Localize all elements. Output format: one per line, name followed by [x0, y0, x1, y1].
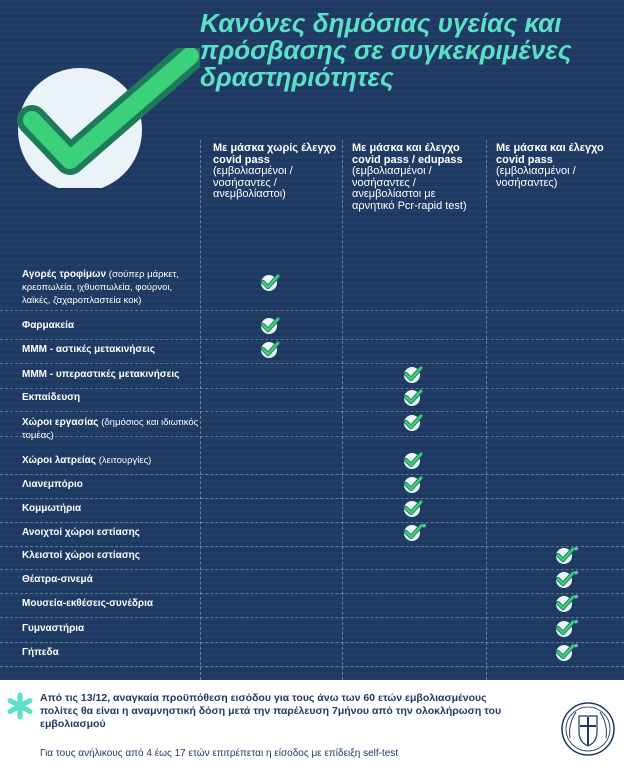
column-header-1-note: (εμβολιασμένοι / νοσήσαντες / ανεμβολίαστοι) — [213, 165, 293, 200]
row-label — [22, 622, 202, 635]
checkmark-icon — [403, 387, 423, 407]
checkmark-icon — [260, 315, 280, 335]
page-title — [200, 10, 620, 91]
row-label-text: Εκπαίδευση — [22, 392, 81, 403]
checkmark-icon — [403, 412, 423, 432]
row-label-note: (σούπερ μάρκετ, κρεοπωλεία, ιχθυοπωλεία, φούρνοι, λαϊκές, ζαχαροπλαστεία κοκ) — [22, 269, 179, 306]
footer-note-minors: Για τους ανήλικους από 4 έως 17 ετών επιτρέπεται η είσοδος με επίδειξη self-test — [40, 748, 399, 759]
checkmark-icon — [403, 498, 423, 518]
row-divider — [0, 474, 624, 475]
checkmark-icon — [403, 450, 423, 470]
row-label-text: Φαρμακεία — [22, 320, 75, 331]
footer-panel — [0, 680, 624, 769]
row-divider — [0, 498, 624, 499]
row-divider — [0, 522, 624, 523]
checkmark-icon — [555, 593, 575, 613]
checkmark-icon — [555, 618, 575, 638]
greek-state-seal — [560, 698, 616, 760]
column-header-1 — [213, 143, 337, 201]
row-label-text: Γήπεδα — [22, 647, 59, 658]
checkmark-icon — [260, 272, 280, 292]
checkmark-icon — [555, 545, 575, 565]
column-divider — [342, 140, 343, 680]
row-label — [22, 416, 202, 442]
row-label-text: ΜΜΜ - υπεραστικές μετακινήσεις — [22, 369, 180, 380]
row-divider — [0, 388, 624, 389]
column-header-2-bold: Με μάσκα και έλεγχο covid pass / edupass — [352, 142, 463, 166]
footer-note-booster: Από τις 13/12, αναγκαία προϋπόθεση εισόδου για τους άνω των 60 ετών εμβολιασμένους πολίτες θα είναι η αναμνηστική δόση μετά την παρέλευση 7μήνου από την ολοκλήρωση του εμβολιασμού — [40, 692, 502, 730]
column-header-2 — [352, 143, 480, 212]
row-label-text: Χώροι λατρείας — [22, 455, 96, 466]
row-divider — [0, 593, 624, 594]
checkmark-icon — [403, 522, 423, 542]
row-divider — [0, 546, 624, 547]
row-label — [22, 573, 202, 586]
row-label-text: Λιανεμπόριο — [22, 479, 83, 490]
row-label-text: Αγορές τροφίμων — [22, 269, 107, 280]
large-checkmark-icon — [4, 48, 200, 188]
row-label — [22, 368, 202, 381]
column-header-3-bold: Με μάσκα και έλεγχο covid pass — [496, 142, 604, 166]
row-label — [22, 454, 202, 467]
checkmark-icon — [260, 339, 280, 359]
column-header-1-bold: Με μάσκα χωρίς έλεγχο covid pass — [213, 142, 337, 166]
row-divider — [0, 411, 624, 412]
checkmark-icon — [555, 569, 575, 589]
row-label — [22, 597, 202, 610]
row-divider — [0, 666, 624, 667]
column-divider — [486, 140, 487, 680]
row-label — [22, 549, 202, 562]
column-header-2-note: (εμβολιασμένοι / νοσήσαντες / ανεμβολίαστοι με αρνητικό Pcr-rapid test) — [352, 165, 467, 212]
row-divider — [0, 642, 624, 643]
row-label — [22, 526, 202, 539]
row-label — [22, 502, 202, 515]
checkmark-icon — [555, 642, 575, 662]
row-label — [22, 478, 202, 491]
row-label — [22, 268, 202, 307]
title-line-1: Κανόνες δημόσιας υγείας και — [200, 8, 562, 38]
row-label-text: ΜΜΜ - αστικές μετακινήσεις — [22, 344, 155, 355]
row-divider — [0, 339, 624, 340]
row-label-note: (λειτουργίες) — [98, 455, 152, 466]
row-label-text: Ανοιχτοί χώροι εστίασης — [22, 527, 140, 538]
title-line-2: πρόσβασης σε συγκεκριμένες — [200, 35, 572, 65]
row-label — [22, 646, 202, 659]
checkmark-icon — [403, 364, 423, 384]
row-label-text: Χώροι εργασίας — [22, 417, 99, 428]
column-header-3 — [496, 143, 620, 189]
asterisk-marker: * — [574, 569, 579, 581]
row-divider — [0, 363, 624, 364]
column-header-3-note: (εμβολιασμένοι /νοσήσαντες) — [496, 165, 576, 189]
row-divider — [0, 569, 624, 570]
row-label — [22, 391, 202, 404]
asterisk-marker: * — [574, 545, 579, 557]
asterisk-marker: * — [574, 642, 579, 654]
row-divider — [0, 436, 624, 437]
row-label — [22, 343, 202, 356]
row-label — [22, 319, 202, 332]
asterisk-marker: * — [574, 618, 579, 630]
asterisk-icon — [6, 692, 34, 720]
row-label-note: (δημόσιος και ιδιωτικός τομέας) — [22, 417, 199, 441]
row-label-text: Μουσεία-εκθέσεις-συνέδρια — [22, 598, 154, 609]
checkmark-icon — [403, 474, 423, 494]
row-divider — [0, 617, 624, 618]
row-label-text: Κομμωτήρια — [22, 503, 82, 514]
row-label-text: Θέατρα-σινεμά — [22, 574, 93, 585]
asterisk-marker: * — [574, 593, 579, 605]
row-divider — [0, 310, 624, 311]
row-label-text: Κλειστοί χώροι εστίασης — [22, 550, 140, 561]
row-label-text: Γυμναστήρια — [22, 623, 85, 634]
asterisk-marker: * — [422, 522, 427, 534]
title-line-3: δραστηριότητες — [200, 62, 394, 92]
